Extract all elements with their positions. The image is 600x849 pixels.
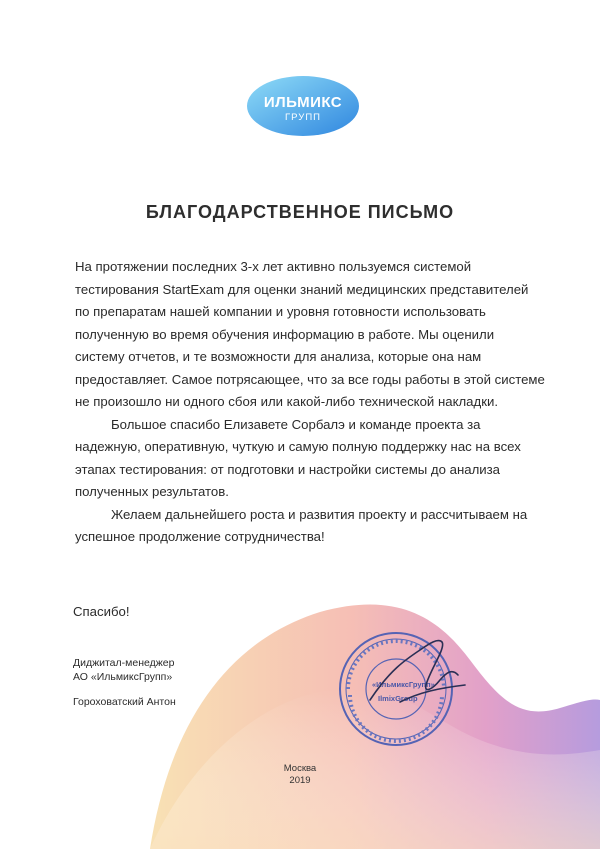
paragraph-2: Большое спасибо Елизавете Сорбалэ и команде проекта за надежную, оперативную, чуткую и самую полную поддержку нас на всех этапах тестирования: от подготовки и настройки системы до анализа полученных результатов. bbox=[75, 416, 521, 499]
letter-year: 2019 bbox=[289, 775, 311, 786]
logo-name: ИЛЬМИКС bbox=[263, 94, 343, 111]
signer-position-line-1: Диджитал-менеджер bbox=[73, 657, 175, 669]
closing-thanks: Спасибо! bbox=[73, 604, 130, 619]
paragraph-3: Желаем дальнейшего роста и развития проекту и рассчитываем на успешное продолжение сотрудничества! bbox=[75, 506, 528, 544]
stamp-line-1: «ИльмиксГрупп» bbox=[372, 680, 435, 689]
signer-position bbox=[73, 656, 174, 684]
letter-body bbox=[75, 256, 545, 549]
logo-subtitle: ГРУПП bbox=[285, 112, 321, 123]
stamp-line-2: IlmixGroup bbox=[378, 694, 418, 703]
signer-position-line-2: АО «ИльмиксГрупп» bbox=[73, 671, 173, 683]
company-logo bbox=[247, 75, 359, 137]
paragraph-1: На протяжении последних 3-х лет активно пользуемся системой тестирования StartExam для оценки знаний медицинских представителей по препаратам нашей компании и уровня готовности использовать полученную во время обучения информацию в работе. Мы оценили систему отчетов, и те возможности для анализа, которые она нам предоставляет. Самое потрясающее, что за все годы работы в этой системе не произошло ни одного сбоя или какой-либо технической накладки. bbox=[75, 259, 545, 409]
letter-place: Москва bbox=[283, 763, 317, 774]
handwritten-signature bbox=[360, 630, 470, 720]
letter-title: БЛАГОДАРСТВЕННОЕ ПИСЬМО bbox=[145, 202, 455, 222]
letter-place-year bbox=[250, 763, 350, 787]
signer-name: Гороховатский Антон bbox=[73, 696, 176, 708]
